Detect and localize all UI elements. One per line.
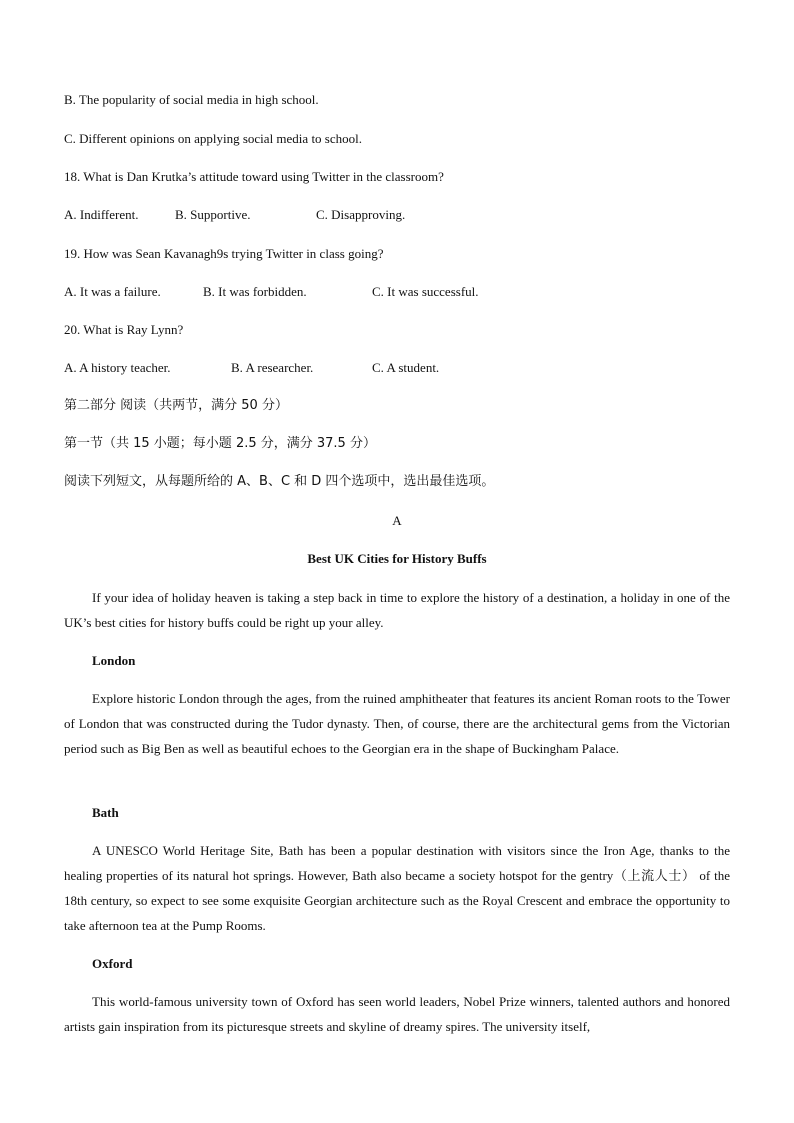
section-2-instruction: 阅读下列短文，从每题所给的 A、B、C 和 D 四个选项中，选出最佳选项。: [64, 474, 495, 489]
q18-option-a: A. Indifferent.: [64, 207, 139, 222]
section-heading-bath: Bath: [92, 805, 119, 820]
question-20: 20. What is Ray Lynn?: [64, 322, 184, 337]
passage-title: Best UK Cities for History Buffs: [307, 551, 487, 566]
section-2-part-1: 第一节（共 15 小题；每小题 2.5 分，满分 37.5 分）: [64, 436, 376, 451]
section-text-oxford: This world-famous university town of Oxford has seen world leaders, Nobel Prize winners, talented authors and honored artists gain inspiration from its picturesque streets and skyline of dreamy spires. The university itself,: [64, 994, 730, 1034]
q20-option-a: A. A history teacher.: [64, 360, 171, 375]
q20-option-c: C. A student.: [372, 360, 440, 375]
q20-option-b: B. A researcher.: [231, 360, 314, 375]
option-c-previous: C. Different opinions on applying social media to school.: [64, 131, 362, 146]
q19-option-b: B. It was forbidden.: [203, 284, 307, 299]
question-19: 19. How was Sean Kavanagh9s trying Twitter in class going?: [64, 246, 384, 261]
q18-option-b: B. Supportive.: [175, 207, 251, 222]
section-2-title: 第二部分 阅读（共两节，满分 50 分）: [64, 398, 288, 413]
section-text-london: Explore historic London through the ages, from the ruined amphitheater that features its ancient Roman roots to the Tower of London that was constructed during the Tudor dynasty. Then, of course, there are the architectural gems from the Victorian period such as Big Ben as well as beautiful echoes to the Georgian era in the shape of Buckingham Palace.: [64, 691, 730, 756]
section-text-bath: A UNESCO World Heritage Site, Bath has been a popular destination with visitors since the Iron Age, thanks to the healing properties of its natural hot springs. However, Bath also became a society hotspot for the gentry（上流人士） of the 18th century, so expect to see some exquisite Georgian architecture such as the Royal Crescent and embrace the opportunity to take afternoon tea at the Pump Rooms.: [64, 843, 730, 933]
option-b-previous: B. The popularity of social media in high school.: [64, 92, 319, 107]
passage-letter: A: [392, 513, 402, 528]
q19-option-a: A. It was a failure.: [64, 284, 161, 299]
question-18: 18. What is Dan Krutka’s attitude toward using Twitter in the classroom?: [64, 169, 444, 184]
q18-option-c: C. Disapproving.: [316, 207, 406, 222]
q19-option-c: C. It was successful.: [372, 284, 479, 299]
section-heading-london: London: [92, 653, 136, 668]
passage-intro: If your idea of holiday heaven is taking a step back in time to explore the history of a destination, a holiday in one of the UK’s best cities for history buffs could be right up your alley.: [64, 590, 730, 630]
section-heading-oxford: Oxford: [92, 956, 133, 971]
